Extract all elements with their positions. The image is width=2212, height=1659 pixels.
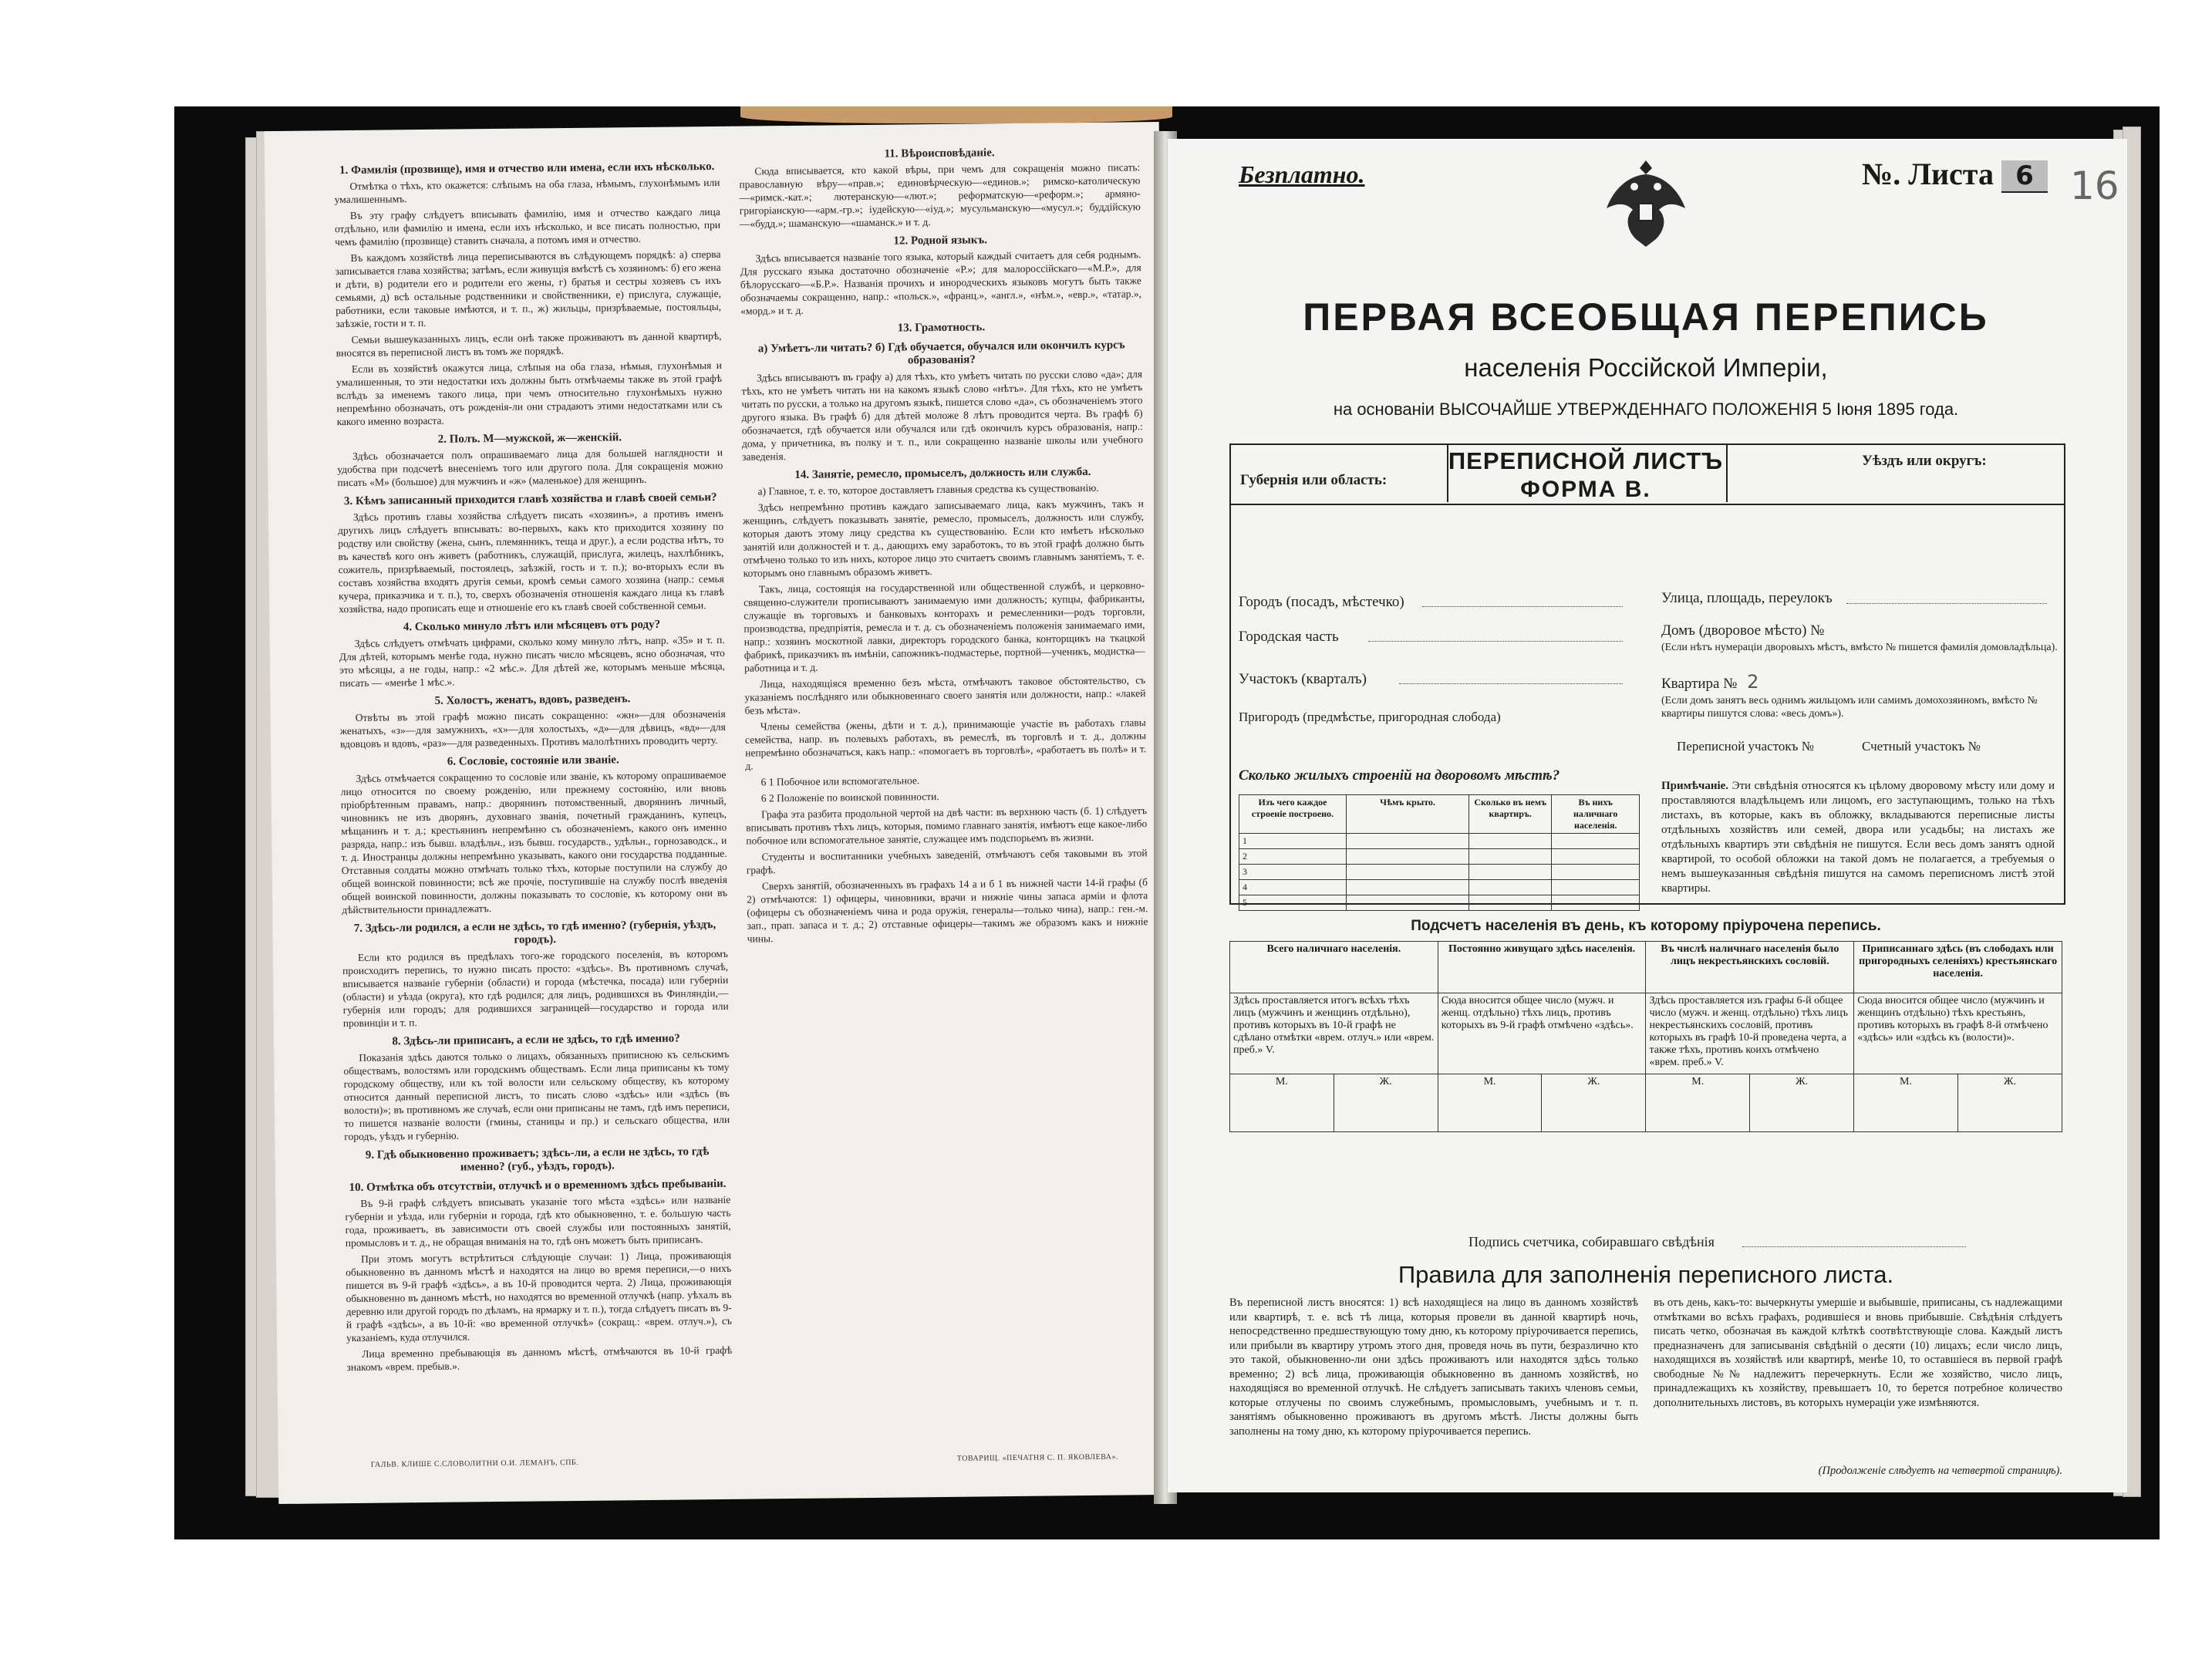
dotted-line: [1846, 603, 2047, 604]
census-basis: на основаніи ВЫСОЧАЙШЕ УТВЕРЖДЕННАГО ПОЛОЖЕНІЯ 5 Іюня 1895 года.: [1333, 400, 1959, 419]
section-heading: 2. Полъ. М—мужской, ж—женскій.: [437, 431, 622, 446]
male-cell: М.: [1854, 1074, 1958, 1132]
dotted-line: [1368, 641, 1623, 642]
instructions-column-2: [739, 139, 1154, 1438]
house-label: Домъ (дворовое мѣсто) №: [1661, 622, 1825, 639]
rules-continuation: (Продолженіе слѣдуетъ на четвертой страницѣ).: [1818, 1465, 2062, 1477]
summary-instruction: Сюда вносится общее число (мужч. и женщ. отдѣльно) тѣхъ лицъ, противъ которыхъ въ 9-й графѣ отмѣчено «здѣсь».: [1438, 993, 1646, 1074]
sheet-number: 6: [2001, 160, 2048, 193]
paragraph: Здѣсь противъ главы хозяйства слѣдуетъ писать «хозяинъ», а противъ именъ другихъ лицъ слѣдуетъ вписывать: во-первыхъ, какъ кто приходится хозяину по родству или свойству (жена, сынъ, племянникъ, теща и друг.), а если родства нѣтъ, то въ качествѣ кого онъ живетъ (работникъ, служащій, прислуга, жилецъ, нахлѣбникъ, сожитель, призрѣваемый, постоялецъ, заѣзжій, гость и т. п.); во-вторыхъ если въ составъ хозяйства входятъ другія семьи, кромѣ семьи самого хозяина (напр.: семья кучера, приказчика и т. п.), то, сверхъ обозначенія отношенія каждаго лица къ главѣ хозяйства, надо прописать еще и отношеніе его къ главѣ своей собственной семьи.: [338, 507, 725, 615]
dotted-line: [1399, 683, 1623, 684]
section-heading: 12. Родной языкъ.: [893, 234, 988, 248]
note-text: Эти свѣдѣнія относятся къ цѣлому дворовому мѣсту или дому и проставляются владѣльцемъ или лицомъ, его заступающимъ, только на тѣхъ листахъ, въ которые, какъ въ обложку, вкладываются переписные листы отдѣльныхъ хозяйствъ или семей, двора или усадьбы; на листахъ же отдѣльныхъ квартиръ эти свѣдѣнія не пишутся. Если весь домъ занятъ одной квартирой, то особой обложки на такой домъ не полагается, а требуемыя о немъ вышеуказанныя свѣдѣнія пишутся на самомъ переписномъ листѣ этой квартиры.: [1661, 780, 2055, 895]
paragraph: Здѣсь обозначается полъ опрашиваемаго лица для большей наглядности и удобства при подсчетѣ внесеніемъ того или другого пола. Для сокращенія можно писать «М» (большое) для мужчинъ и «ж» (маленькое) для женщинъ.: [337, 446, 723, 489]
paragraph: Показанія здѣсь даются только о лицахъ, обязанныхъ приписною къ сельскимъ обществамъ, волостямъ или городскимъ обществамъ. Если лица приписаны къ тому городскому обществу, или къ той волости или сельскому обществу, къ которому относится данный переписной листъ, то писать слово «здѣсь» или «здѣсь (въ волости)»; въ противномъ же случаѣ, если они приписаны не тамъ, гдѣ имъ переписи, то пишется названіе волости (гмины, станицы и пр.) и сельскаго общества, или городъ, уѣздъ и губернію.: [343, 1047, 730, 1143]
summary-header: Приписаннаго здѣсь (въ слободахъ или пригородныхъ селеніяхъ) крестьянскаго населенія.: [1854, 942, 2062, 993]
bt-header: Въ нихъ наличнаго населенія.: [1552, 795, 1640, 834]
apartment-label-text: Квартира №: [1661, 676, 1738, 692]
paragraph: Въ эту графу слѣдуетъ вписывать фамилію, имя и отчество каждаго лица отдѣльно, или фамилію и имена, если ихъ нѣсколько, и все писать полностью, при чемъ фамилію (прозвище) ставить сначала, а потомъ имя и отчество.: [334, 205, 721, 248]
paragraph: Члены семейства (жены, дѣти и т. д.), принимающіе участіе въ работахъ главы семейства, напр. въ полевыхъ работахъ, въ ремеслѣ, въ торговлѣ и т. д., должны непремѣнно обозначаться, какъ напр.: «помогаетъ въ торговлѣ», «работаетъ въ полѣ» и т. д.: [744, 717, 1147, 772]
bt-row-num: 4: [1239, 880, 1347, 895]
table-edge: [740, 106, 1172, 123]
paragraph: Отвѣты въ этой графѣ можно писать сокращенно: «жн»—для обозначенія женатыхъ, «з»—для замужнихъ, «х»—для холостыхъ, «д»—для дѣвицъ, «вд»—для вдовцовъ и вдовъ, «раз»—для разведенныхъ. Противъ малолѣтнихъ проводить черту.: [339, 707, 726, 750]
gubernia-label: Губернія или область:: [1240, 472, 1388, 488]
section-heading: 9. Гдѣ обыкновенно проживаетъ; здѣсь-ли, а если не здѣсь, то гдѣ именно? (губ., уѣздъ, городъ).: [365, 1145, 710, 1174]
sheet-label: №. Листа: [1862, 157, 1994, 191]
sheet-number-label: [1862, 156, 2048, 193]
bt-row-num: 1: [1239, 834, 1347, 849]
apartment-label: [1661, 671, 1758, 693]
street-label: Улица, площадь, переулокъ: [1661, 590, 1833, 606]
paragraph: Студенты и воспитанники учебныхъ заведеній, отмѣчаютъ себя таковыми въ этой графѣ.: [746, 847, 1148, 876]
paragraph: Отмѣтка о тѣхъ, кто окажется: слѣпымъ на оба глаза, нѣмымъ, глухонѣмымъ или умалишеннымъ.: [334, 176, 720, 206]
handwritten-corner-note: 16: [2070, 164, 2119, 208]
left-page: [265, 122, 1174, 1504]
uezd-label: Уѣздъ или округъ:: [1862, 453, 1987, 469]
paragraph: 6 2 Положеніе по воинской повинности.: [760, 791, 939, 804]
bt-row-num: 2: [1239, 849, 1347, 865]
enumerator-signature: Подпись счетчика, собиравшаго свѣдѣнія: [1468, 1234, 1715, 1249]
bt-header: Изъ чего каждое строеніе построено.: [1239, 795, 1347, 834]
paragraph: Здѣсь отмѣчается сокращенно то сословіе или званіе, къ которому опрашиваемое лицо относится по своему рожденію, или прежнему состоянію, или вновь пріобрѣтенным правамъ, напр.: дворянинъ потомственный, дворянинъ личный, чиновникъ не изъ дворянъ, духовнаго званія, почетный гражданинъ, купецъ, мѣщанинъ и т. д.; крестьянинъ непремѣнно съ обозначеніемъ, какого онъ именно разряда, напр.: изъ бывш. владѣльч., изъ бывш. государств., удѣльн., горнозаводск., и т. д. Иностранцы должны непремѣнно указывать, какого они государства подданные. Отставныя солдаты можно отмѣчать только тѣхъ, которые поступили на службу до общей воинской повинности; всѣ же прочіе, поступившіе на службу послѣ введенія общей воинской повинности, должны показывать то сословіе, къ которому они въ дѣйствительности принадлежатъ.: [340, 768, 728, 916]
section-heading: 4. Сколько минуло лѣтъ или мѣсяцевъ отъ роду?: [403, 618, 661, 634]
section-heading: 13. Грамотность.: [897, 321, 986, 335]
paragraph: Семьи вышеуказанныхъ лицъ, если онѣ также проживаютъ въ данной квартирѣ, вносятся въ переписной листъ въ томъ же порядкѣ.: [336, 329, 722, 359]
quarter-label: Участокъ (кварталъ): [1239, 671, 1367, 687]
signature-line: [1742, 1246, 1966, 1247]
female-cell: Ж.: [1334, 1074, 1438, 1132]
section-heading: 1. Фамилія (прозвище), имя и отчество или имена, если ихъ нѣсколько.: [339, 160, 715, 177]
eagle-emblem: [1596, 153, 1696, 253]
summary-instruction: Сюда вносится общее число (мужчинъ и женщинъ отдѣльно) тѣхъ крестьянъ, противъ которыхъ въ графѣ 8-й отмѣчено «здѣсь» или «здѣсь къ (волости)».: [1854, 993, 2062, 1074]
rules-title: Правила для заполненія переписного листа.: [1398, 1261, 1894, 1288]
rules-column-1: Въ переписной листъ вносятся: 1) всѣ находящіеся на лицо въ данномъ хозяйствѣ или квартирѣ, т. е. всѣ тѣ лица, которыя провели въ данной квартирѣ ночь, непосредственно предшествующую тому дню, къ которому пріурочивается перепись, или прибыли въ квартиру утромъ этого дня, проведя ночь въ пути, безразлично кто это такой, обыкновенно-ли они здѣсь проживаютъ или находятся здѣсь только временно; 2) всѣ лица, проживающія обыкновенно въ данномъ хозяйствѣ, но находящіяся во временной отлучкѣ. Не слѣдуетъ записывать такихъ членовъ семьи, которые отлучены по своимъ служебнымъ, промысловымъ, учебнымъ и т. п. занятіямъ обыкновенно проживаютъ въ другомъ мѣстѣ. Листы должны быть заполнены на тому дню, къ которому пріурочивается перепись.: [1229, 1297, 1638, 1438]
paragraph: Такъ, лица, состоящія на государственной или общественной службѣ, и церковно-священно-служители прописываютъ занимаемую ими должность; купцы, фабриканты, служащіе въ торговыхъ и банковыхъ конторахъ и ремесленники—родъ торговли, производства, предпріятія, ремесла и т. д. съ обозначеніемъ положенія занимаемаго ими, напр.: хозяинъ москотной лавки, директоръ городского банка, конторщикъ на ткацкой фабрикѣ, приказчикъ въ имѣніи, сапожникъ-подмастерье, портной—ученикъ, модистка—работница и т. д.: [744, 579, 1145, 674]
paragraph: Въ каждомъ хозяйствѣ лица переписываются въ слѣдующемъ порядкѣ: а) сперва записывается глава хозяйства; затѣмъ, если живущія вмѣстѣ съ хозяиномъ: б) его жена и дѣти, в) родители его и родители его жены, г) братья и сестры хозяевъ съ ихъ семьями, д) всѣ остальные родственники и свойственники, е) прислуга, служащіе, работники, если таковые имѣются, и т. п., ж) жильцы, призрѣваемые, постояльцы, заѣзжіе, гости и т. п.: [335, 248, 722, 330]
form-title: ПЕРЕПИСНОЙ ЛИСТЪ: [1448, 447, 1724, 474]
paragraph: 6 1 Побочное или вспомогательное.: [760, 774, 920, 788]
city-district-label: Городская часть: [1239, 629, 1339, 645]
counting-label: Счетный участокъ №: [1862, 739, 1981, 754]
precinct-label: Переписной участокъ №: [1677, 739, 1814, 754]
city-label: Городъ (посадъ, мѣстечко): [1239, 594, 1404, 610]
female-cell: Ж.: [1750, 1074, 1854, 1132]
male-cell: М.: [1646, 1074, 1750, 1132]
paragraph: Лица, находящіяся временно безъ мѣста, отмѣчаютъ таковое обстоятельство, съ указаніемъ послѣдняго или обыкновеннаго своего занятія или должности, напр.: «лакей безъ мѣста».: [744, 674, 1146, 717]
section-heading: 6. Сословіе, состояніе или званіе.: [447, 754, 619, 768]
paragraph: При этомъ могутъ встрѣтиться слѣдующіе случаи: 1) Лица, проживающія обыкновенно въ данномъ мѣстѣ и находятся на лицо во время переписи,—о нихъ пишется въ 9-й графѣ «здѣсь», а въ 10-й проводится черта. 2) Лица, проживающія обыкновенно въ данномъ мѣстѣ, но находятся во временной отлучкѣ (напр. уѣхалъ въ деревню или другой городъ по дѣламъ, на ярмарку и т. п.), тогда слѣдуетъ писать въ 9-й графѣ «здѣсь», а въ 10-й: «во временной отлучкѣ» (сокращ.: «врем. отлуч.»), съ указаніемъ, куда отлучился.: [346, 1249, 732, 1344]
instructions-column-1: [334, 154, 733, 1438]
bt-row-num: 5: [1239, 895, 1347, 911]
buildings-question: Сколько жилыхъ строеній на дворовомъ мѣстѣ?: [1239, 767, 1560, 784]
male-cell: М.: [1230, 1074, 1334, 1132]
bt-header: Сколько въ немъ квартиръ.: [1469, 795, 1552, 834]
summary-header: Постоянно живущаго здѣсь населенія.: [1438, 942, 1646, 993]
section-heading: а) Умѣетъ-ли читать? б) Гдѣ обучается, обучался или окончилъ курсъ образованія?: [757, 339, 1125, 367]
census-title: ПЕРВАЯ ВСЕОБЩАЯ ПЕРЕПИСЬ: [1303, 295, 1989, 339]
summary-instruction: Здѣсь проставляется изъ графы 6-й общее число (мужч. и женщ. отдѣльно) тѣхъ лицъ некрестьянскихъ сословій, противъ которыхъ въ графѣ 10-й проведена черта, а также тѣхъ, противъ коихъ отмѣчено «врем. преб.» V.: [1646, 993, 1854, 1074]
paragraph: Если кто родился въ предѣлахъ того-же городского поселенія, въ которомъ происходитъ перепись, то нужно писать просто: «здѣсь». Въ противномъ случаѣ, вписывается названіе губерніи (области) и города (мѣстечка, посада) или губерніи (области) и уѣзда (округа), кто гдѣ родился; для лицъ, родившихся въ Финляндіи,—губернія или городъ; для родившихся заграницей—государство и города или провинціи и т. п.: [342, 947, 729, 1030]
section-heading: 5. Холостъ, женатъ, вдовъ, разведенъ.: [434, 693, 631, 707]
note-title: Примѣчаніе.: [1661, 780, 1729, 792]
paragraph: Если въ хозяйствѣ окажутся лица, слѣпыя на оба глаза, нѣмыя, глухонѣмыя и умалишенныя, то эти недостатки ихъ должны быть отмѣчаемы также въ этой графѣ вслѣдъ за именемъ такого лица, при чемъ относительно глухонѣмыхъ нужно непремѣнно обозначать, отъ рожденія-ли они страдаютъ этими недостатками или съ какого именно возраста.: [336, 359, 723, 428]
paragraph: Здѣсь вписываютъ въ графу а) для тѣхъ, кто умѣетъ читать по русски слово «да»; для тѣхъ, кто не умѣетъ читать ни на какомъ языкѣ слово «нѣтъ». Для тѣхъ, кто не умѣетъ читать по русски, а только на другомъ языкѣ, пишется слово «да», съ обозначеніемъ этого другого языка. Въ графѣ б) для дѣтей моложе 8 лѣтъ проводится черта. Въ графѣ б) обозначается, гдѣ обучается или обучался или гдѣ окончилъ курсъ образованія, напр.: дома, у причетника, въ полку и т. п., или сокращенно названіе школы или учебного заведенія.: [741, 368, 1144, 463]
house-note: (Если нѣтъ нумераціи дворовыхъ мѣстъ, вмѣсто № пишется фамилія домовладѣльца).: [1661, 642, 2058, 653]
apartment-number: 2: [1747, 671, 1759, 693]
bt-header: Чѣмъ крыто.: [1347, 795, 1469, 834]
suburb-label: Пригородъ (предмѣстье, пригородная слобода): [1239, 710, 1501, 724]
male-cell: М.: [1438, 1074, 1542, 1132]
section-heading: 7. Здѣсь-ли родился, а если не здѣсь, то гдѣ именно? (губернія, уѣздъ, городъ).: [353, 919, 717, 946]
buildings-table: [1239, 794, 1640, 911]
rules-column-2: въ отъ день, какъ-то: вычеркнуты умершіе и выбывшіе, приписаны, съ надлежащими отмѣтками во всѣхъ графахъ, родившіеся и вновь прибывшіе. Свѣдѣнія слѣдуетъ писать четко, обозначая въ каждой клѣткѣ соотвѣтствующіе слова. Каждый листъ предназначенъ для записыванія свѣдѣній о десяти (10) лицахъ; если число лицъ, находящихся въ хозяйствѣ или квартирѣ, менѣе 10, то оставшіеся въ первой графѣ свободные №№ надлежитъ перечеркнуть. Если же хозяйство, число лицъ, принадлежащихъ къ хозяйству, превышаетъ 10, то берется потребное количество дополнительныхъ листовъ, въ которыхъ нумераціи уже измѣняются.: [1654, 1297, 2062, 1409]
form-subtitle: ФОРМА В.: [1520, 477, 1651, 502]
summary-instruction: Здѣсь проставляется итогъ всѣхъ тѣхъ лицъ (мужчинъ и женщинъ отдѣльно), противъ которыхъ въ 10-й графѣ не сдѣлано отмѣтки «врем. отлуч.» или «врем. преб.» V.: [1230, 993, 1438, 1074]
free-label: Безплатно.: [1239, 160, 1365, 188]
apartment-note: (Если домъ занятъ весь однимъ жильцомъ или самимъ домохозяиномъ, вмѣсто № квартиры пишутся слова: «весь домъ»).: [1661, 695, 2038, 720]
female-cell: Ж.: [1542, 1074, 1646, 1132]
paragraph: Въ 9-й графѣ слѣдуетъ вписывать указаніе того мѣста «здѣсь» или названіе губерніи и уѣзда, или губерніи и города, гдѣ кто обыкновенно, т. е. большую часть года, проживаетъ, въ зависимости отъ своей службы или постоянныхъ занятій, промысловъ и т. д., не обращая вниманія на то, гдѣ онъ можетъ быть приписанъ.: [345, 1193, 731, 1249]
paragraph: Лица временно пребывающія въ данномъ мѣстѣ, отмѣчаются въ 10-й графѣ знакомъ «врем. пребыв.».: [346, 1344, 733, 1374]
imprint-left: ГАЛЬВ. КЛИШЕ С.СЛОВОЛИТНИ О.И. ЛЕМАНЪ, СПБ.: [370, 1458, 579, 1469]
buildings-note: [1661, 779, 2055, 896]
paragraph: а) Главное, т. е. то, которое доставляетъ главныя средства къ существованію.: [757, 481, 1099, 497]
summary-title: Подсчетъ населенія въ день, къ которому пріурочена перепись.: [1411, 918, 1881, 934]
section-heading: 3. Кѣмъ записанный приходится главѣ хозяйства и главѣ своей семьи?: [343, 491, 717, 508]
paragraph: Сюда вписывается, кто какой вѣры, при чемъ для сокращенія можно писать: православную вѣру—«прав.»; единовѣрческую—«единов.»; римско-католическую—«римск.-кат.»; лютеранскую—«лют.»; реформатскую—«реформ.»; армяно-григоріанскую—«арм.-гр.»; іудейскую—«іуд.»; мусульманскую—«мусул.»; буддійскую—«будд.»; шаманскую—«шаманск.» и т. д.: [739, 161, 1141, 230]
paragraph: Здѣсь непремѣнно противъ каждаго записываемаго лица, какъ мужчинъ, такъ и женщинъ, слѣдуетъ показывать занятіе, ремесло, промыселъ, должность или службу, которыя даютъ этому лицу средства къ существованію. Если кто имѣетъ нѣсколько занятій или должностей и т. д., дающихъ ему заработокъ, то въ этой графѣ должно быть отмѣчено только то изъ нихъ, которое лицо это считаетъ своимъ главнымъ занятіемъ, т. е. которымъ оно главнымъ образомъ живетъ.: [742, 497, 1145, 579]
summary-header: Всего наличнаго населенія.: [1230, 942, 1438, 993]
paragraph: Здѣсь вписывается названіе того языка, который каждый считаетъ для себя роднымъ. Для русскаго языка достаточно обозначеніе «Р.»; для малороссійскаго—«М.Р.», для бѣлорусскаго—«Б.Р.». Названія прочихъ и инородческихъ языковъ могутъ быть также обозначаемы сокращенно, напр.: «польск.», «франц.», «англ.», «нѣм.», «евр.», «татар.», «морд.» и т. д.: [740, 248, 1142, 317]
dotted-line: [1422, 606, 1623, 607]
population-summary-table: [1229, 941, 2062, 1132]
imprint-right: ТОВАРИЩ. «ПЕЧАТНЯ С. П. ЯКОВЛЕВА».: [956, 1452, 1118, 1463]
summary-header: Въ числѣ наличнаго населенія было лицъ некрестьянскихъ сословій.: [1646, 942, 1854, 993]
bt-row-num: 3: [1239, 865, 1347, 880]
paragraph: Графа эта разбита продольной чертой на двѣ части: въ верхнюю часть (б. 1) слѣдуетъ вписывать противъ тѣхъ лицъ, которыя, помимо главнаго занятія, имѣютъ еще какое-либо побочное или вспомогательное занятіе, служащее имъ подспорьемъ въ жизни.: [746, 804, 1148, 847]
section-heading: 14. Занятіе, ремесло, промыселъ, должность или служба.: [794, 465, 1091, 481]
section-heading: 11. Вѣроисповѣданіе.: [884, 147, 995, 160]
section-heading: 10. Отмѣтка объ отсутствіи, отлучкѣ и о временномъ здѣсь пребываніи.: [349, 1177, 727, 1195]
right-page: [1168, 139, 2127, 1492]
female-cell: Ж.: [1957, 1074, 2062, 1132]
section-heading: 8. Здѣсь-ли приписанъ, а если не здѣсь, то гдѣ именно?: [392, 1032, 680, 1048]
census-subtitle: населенія Россійской Имперіи,: [1464, 353, 1828, 382]
paragraph: Здѣсь слѣдуетъ отмѣчать цифрами, сколько кому минуло лѣтъ, напр. «35» и т. п. Для дѣтей, которымъ менѣе года, нужно писать число мѣсяцевъ, ясно обозначая, что это мѣсяцы, а не годы, напр.: «2 мѣс.». Для дѣтей же, которымъ меньше мѣсяца, писать — «менѣе 1 мѣс.».: [339, 633, 726, 690]
paragraph: Сверхъ занятій, обозначенныхъ въ графахъ 14 а и б 1 въ нижней части 14-й графы (б 2) отмѣчаются: 1) офицеры, чиновники, врачи и нижніе чины запаса арміи и флота (офицеры съ обозначеніемъ чина и рода оружія, генералы—только чина), напр.: ген.-м. зап., прап. запаса и т. д.; 2) отставные офицеры—такимъ же образомъ какъ и нижніе чины.: [747, 876, 1148, 945]
